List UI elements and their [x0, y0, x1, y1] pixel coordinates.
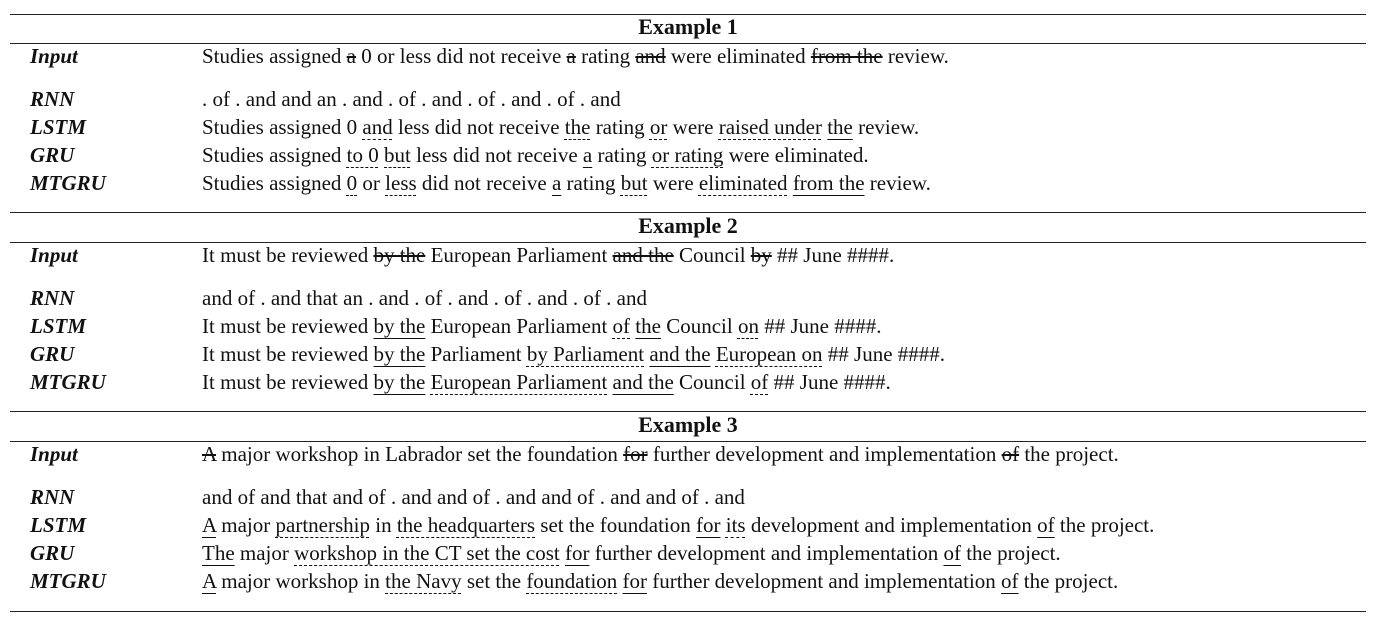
token: It must be reviewed [202, 370, 374, 394]
token: rating [592, 143, 652, 167]
row-label: LSTM [30, 513, 87, 537]
table-row-mtgru [10, 567, 1366, 595]
row-label: RNN [30, 485, 75, 509]
token: major workshop in [216, 569, 386, 593]
incorrect-token: or [649, 115, 668, 139]
correct-token: of [1001, 569, 1019, 593]
sentence [202, 42, 949, 70]
token: development and implementation [745, 513, 1038, 537]
token: Studies assigned [202, 143, 347, 167]
token: rating [561, 171, 621, 195]
correct-token: from the [792, 171, 865, 195]
sentence [202, 340, 945, 368]
correct-token: by the [373, 342, 426, 366]
incorrect-token: but [620, 171, 648, 195]
token: . of . and and an . and . of . and . of . and . of . and [202, 87, 621, 111]
incorrect-token: of [750, 370, 769, 394]
deleted-token: a [566, 44, 576, 68]
deleted-token: from the [810, 44, 883, 68]
row-label: LSTM [30, 314, 87, 338]
deleted-token: A [202, 442, 217, 466]
token: It must be reviewed [202, 314, 374, 338]
token: ## June ####. [771, 243, 895, 267]
incorrect-token: by Parliament [526, 342, 645, 366]
correct-token: the [635, 314, 661, 338]
table-row-input [10, 440, 1366, 468]
incorrect-token: workshop in the CT set the cost [294, 541, 560, 565]
token: ## June ####. [822, 342, 946, 366]
table-row-input [10, 241, 1366, 269]
sentence [202, 85, 621, 113]
correct-token: a [551, 171, 562, 195]
token: ## June ####. [758, 314, 882, 338]
table-row-mtgru [10, 169, 1366, 197]
table-row-gru [10, 539, 1366, 567]
token: major [216, 513, 276, 537]
token: were eliminated. [723, 143, 869, 167]
token: major workshop in Labrador set the foundation [216, 442, 624, 466]
token: the project. [1018, 569, 1119, 593]
token: in [369, 513, 397, 537]
incorrect-token: its [725, 513, 746, 537]
sentence [202, 567, 1118, 595]
example-title: Example 3 [638, 412, 738, 437]
token: major [234, 541, 295, 565]
deleted-token: by [750, 243, 772, 267]
row-label: Input [30, 243, 78, 267]
token: were eliminated [665, 44, 811, 68]
table-row-rnn [10, 284, 1366, 312]
correct-token: for [622, 569, 648, 593]
token: Studies assigned [202, 44, 347, 68]
incorrect-token: partnership [275, 513, 370, 537]
token: European Parliament [425, 243, 613, 267]
token: set the [461, 569, 527, 593]
sentence [202, 511, 1154, 539]
row-label: GRU [30, 143, 75, 167]
table-row-lstm [10, 113, 1366, 141]
correct-token: and the [649, 342, 711, 366]
token: or [357, 171, 386, 195]
token: less did not receive [392, 115, 565, 139]
sentence [202, 284, 647, 312]
table-row-gru [10, 340, 1366, 368]
table-row-lstm [10, 312, 1366, 340]
token: Council [673, 370, 751, 394]
token: and of . and that an . and . of . and . of . and . of . and [202, 286, 647, 310]
incorrect-token: less [385, 171, 417, 195]
row-label: RNN [30, 286, 75, 310]
row-label: GRU [30, 541, 75, 565]
token: 0 or less did not receive [356, 44, 567, 68]
incorrect-token: eliminated [698, 171, 788, 195]
deleted-token: and [635, 44, 666, 68]
token: rating [590, 115, 650, 139]
row-label: MTGRU [30, 370, 106, 394]
deleted-token: by the [373, 243, 426, 267]
deleted-token: a [346, 44, 356, 68]
token: further development and implementation [589, 541, 944, 565]
token: the project. [1054, 513, 1155, 537]
table-row-gru [10, 141, 1366, 169]
token: further development and implementation [647, 442, 1002, 466]
token: ## June ####. [768, 370, 891, 394]
example-title: Example 1 [638, 14, 738, 39]
token: Council [673, 243, 751, 267]
sentence [202, 141, 869, 169]
token: Studies assigned 0 [202, 115, 363, 139]
incorrect-token: of [612, 314, 631, 338]
correct-token: The [202, 541, 235, 565]
deleted-token: for [623, 442, 648, 466]
incorrect-token: on [737, 314, 759, 338]
sentence [202, 241, 894, 269]
token: set the foundation [535, 513, 696, 537]
token: less did not receive [410, 143, 583, 167]
token: review. [852, 115, 920, 139]
token: review. [882, 44, 949, 68]
table-row-rnn [10, 483, 1366, 511]
token: rating [575, 44, 636, 68]
correct-token: and the [612, 370, 674, 394]
sentence [202, 368, 891, 396]
sentence [202, 440, 1119, 468]
row-label: MTGRU [30, 569, 106, 593]
correct-token: A [202, 513, 217, 537]
sentence [202, 113, 919, 141]
incorrect-token: the Navy [385, 569, 462, 593]
token: were [647, 171, 699, 195]
token: and of and that and of . and and of . and and of . and and of . and [202, 485, 745, 509]
token: did not receive [416, 171, 552, 195]
incorrect-token: foundation [526, 569, 618, 593]
correct-token: for [695, 513, 721, 537]
correct-token: a [582, 143, 593, 167]
token: were [667, 115, 719, 139]
correct-token: by the [373, 314, 426, 338]
incorrect-token: to 0 [346, 143, 379, 167]
example-title: Example 2 [638, 213, 738, 238]
table-row-lstm [10, 511, 1366, 539]
token: It must be reviewed [202, 342, 374, 366]
token: the project. [960, 541, 1061, 565]
token: review. [864, 171, 931, 195]
correct-token: A [202, 569, 217, 593]
incorrect-token: or rating [651, 143, 724, 167]
sentence [202, 539, 1061, 567]
table-row-mtgru [10, 368, 1366, 396]
row-label: RNN [30, 87, 75, 111]
token: Council [660, 314, 738, 338]
token: further development and implementation [647, 569, 1002, 593]
correct-token: for [564, 541, 590, 565]
row-label: MTGRU [30, 171, 106, 195]
token: It must be reviewed [202, 243, 374, 267]
table-row-rnn [10, 85, 1366, 113]
incorrect-token: raised under [718, 115, 822, 139]
deleted-token: of [1001, 442, 1020, 466]
incorrect-token: European on [715, 342, 823, 366]
correct-token: the [827, 115, 853, 139]
row-label: Input [30, 442, 78, 466]
token: Parliament [425, 342, 527, 366]
table-row-input [10, 42, 1366, 70]
token: the project. [1019, 442, 1119, 466]
row-label: Input [30, 44, 78, 68]
row-label: GRU [30, 342, 75, 366]
token: European Parliament [425, 314, 613, 338]
incorrect-token: the headquarters [396, 513, 536, 537]
incorrect-token: but [384, 143, 411, 167]
sentence [202, 483, 745, 511]
sentence [202, 312, 881, 340]
incorrect-token: European Parliament [430, 370, 608, 394]
sentence [202, 169, 931, 197]
row-label: LSTM [30, 115, 87, 139]
incorrect-token: 0 [346, 171, 358, 195]
table-rule [10, 611, 1366, 612]
deleted-token: and the [612, 243, 674, 267]
incorrect-token: the [564, 115, 591, 139]
correct-token: of [943, 541, 961, 565]
correct-token: by the [373, 370, 426, 394]
token: Studies assigned [202, 171, 347, 195]
correct-token: of [1037, 513, 1055, 537]
incorrect-token: and [362, 115, 393, 139]
